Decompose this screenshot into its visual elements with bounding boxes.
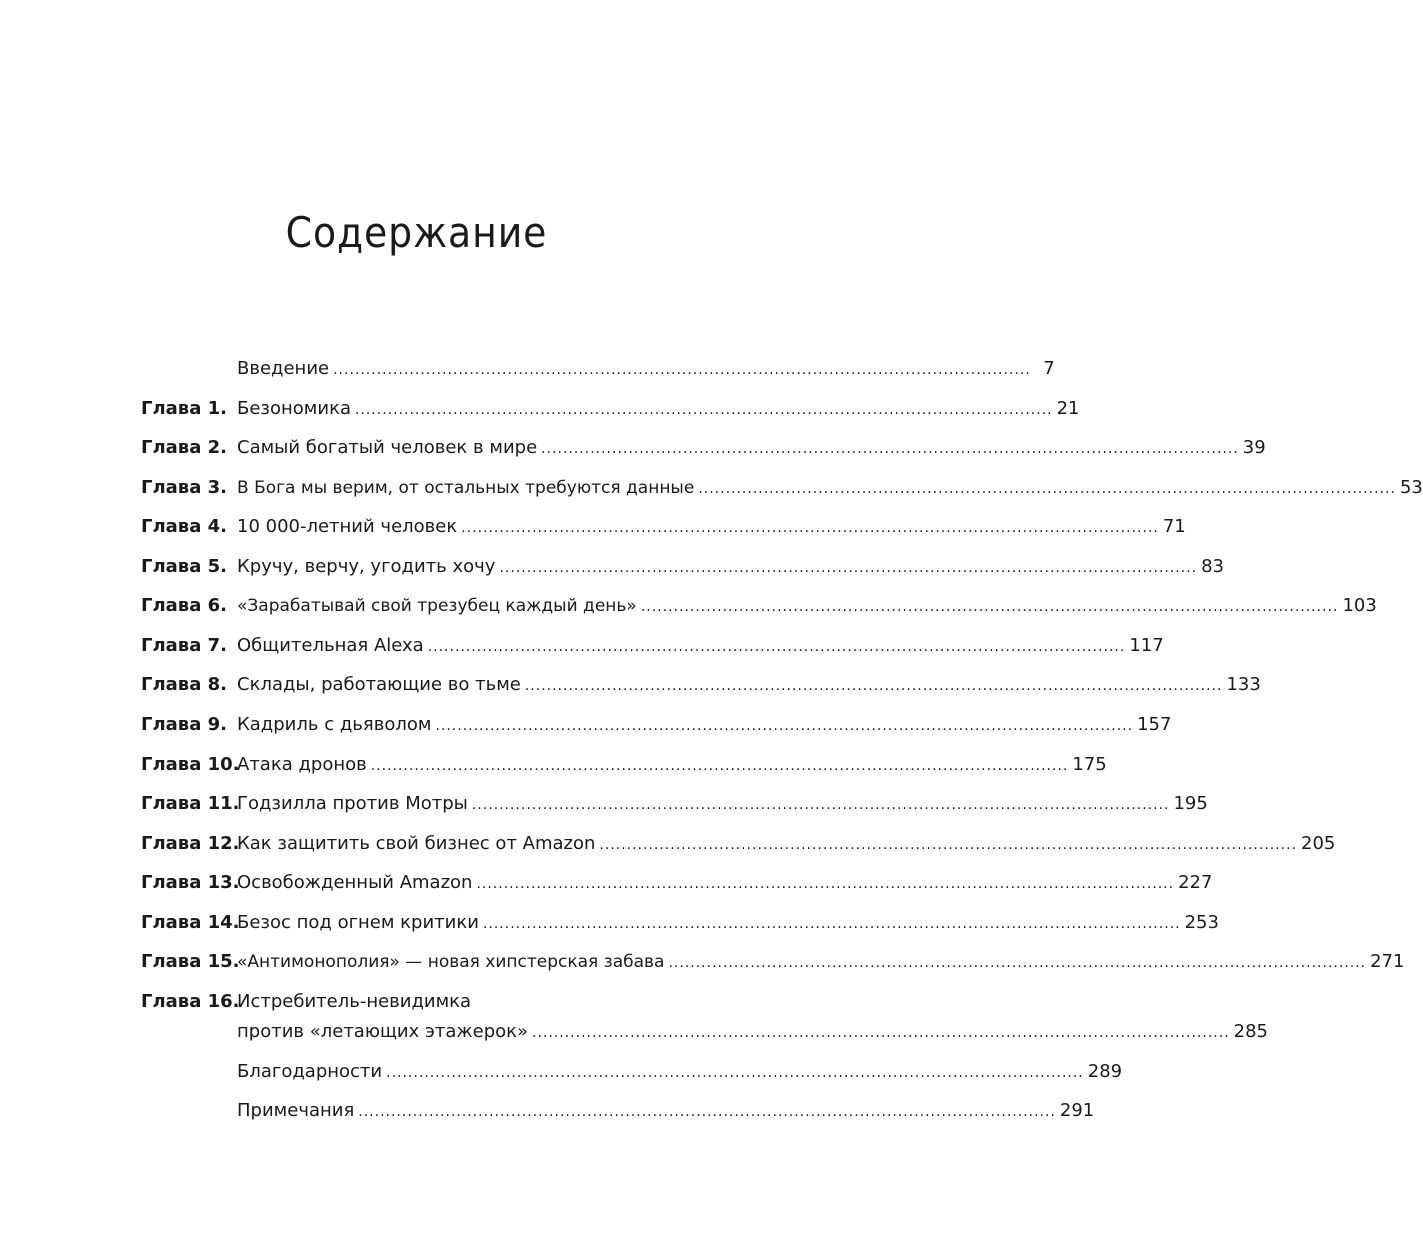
toc-page-number: 205 [1301,833,1336,854]
toc-entry-chapter-3[interactable] [0,474,1423,502]
leader-dots: ................................................................................................................................ [524,678,1223,694]
toc-page-number: 39 [1242,437,1266,458]
toc-page-number: 285 [1233,1021,1268,1042]
toc-entry-chapter-16[interactable] [0,988,833,1016]
toc-entry-title-line1: Истребитель-невидимка [237,991,472,1012]
toc-entry-line [237,790,1208,819]
leader-dots: ................................................................................................................................ [541,441,1239,457]
toc-chapter-label: Глава 11. [141,793,240,814]
toc-chapter-label: Глава 8. [141,674,227,695]
toc-entry-title: Общительная Alexa [237,635,424,656]
toc-entry-chapter-10[interactable] [0,751,1107,779]
leader-dots: ................................................................................................................................ [461,520,1159,536]
leader-dots: ................................................................................................................................ [427,639,1126,655]
toc-page-number: 195 [1173,793,1208,814]
toc-page-number: 227 [1178,872,1213,893]
page-title: Содержание [285,208,548,258]
toc-entry-title: Самый богатый человек в мире [237,437,538,458]
toc-entry-notes[interactable] [0,1097,1095,1125]
toc-entry-chapter-1[interactable] [0,395,1080,423]
leader-dots: ................................................................................................................................ [698,481,1396,497]
toc-entry-title: Освобожденный Amazon [237,872,473,893]
toc-chapter-label: Глава 13. [141,872,240,893]
leader-dots: ................................................................................................................................ [471,797,1170,813]
toc-entry-title: Кадриль с дьяволом [237,714,432,735]
toc-entry-title: Как защитить свой бизнес от Amazon [237,833,596,854]
toc-page-number: 253 [1184,912,1219,933]
toc-entry-title: Кручу, верчу, угодить хочу [237,556,496,577]
toc-page-number: 175 [1072,754,1107,775]
toc-page-number: 117 [1129,635,1164,656]
toc-entry-chapter-2[interactable] [0,434,1266,462]
toc-chapter-label: Глава 3. [141,477,227,498]
toc-entry-chapter-16-cont[interactable] [0,1018,1268,1046]
leader-dots: ................................................................................................................................ [333,362,1031,378]
toc-entry-line [237,1058,1123,1087]
toc-chapter-label: Глава 5. [141,556,227,577]
leader-dots: ................................................................................................................................ [358,1104,1056,1120]
toc-entry-title: Безос под огнем критики [237,912,479,933]
toc-chapter-label: Глава 6. [141,595,227,616]
toc-chapter-label: Глава 12. [141,833,240,854]
toc-entry-chapter-4[interactable] [0,513,1186,541]
toc-entry-line [237,711,1172,740]
toc-entry-line [237,434,1266,463]
leader-dots: ................................................................................................................................ [476,876,1175,892]
toc-entry-title: Благодарности [237,1061,383,1082]
toc-page-number: 7 [1043,358,1055,379]
toc-entry-line [237,395,1080,424]
leader-dots: ................................................................................................................................ [435,718,1134,734]
toc-chapter-label: Глава 9. [141,714,227,735]
toc-entry-title: В Бога мы верим, от остальных требуются данные [237,478,695,498]
toc-entry-line [237,355,1055,384]
toc-page-number: 133 [1226,674,1261,695]
toc-entry-line [237,869,1213,898]
toc-entry-acknowledgements[interactable] [0,1058,1123,1086]
leader-dots: ................................................................................................................................ [482,916,1181,932]
toc-entry-line [237,513,1186,542]
toc-entry-intro[interactable] [0,355,1055,383]
toc-entry-line [237,948,1405,977]
toc-entry-line [237,592,1377,621]
toc-chapter-label: Глава 16. [141,991,240,1012]
toc-entry-line [237,474,1423,503]
toc-chapter-label: Глава 10. [141,754,240,775]
toc-page-number: 291 [1059,1100,1095,1121]
toc-page-number: 21 [1056,398,1080,419]
toc-entry-title: Примечания [237,1100,355,1121]
toc-entry-chapter-14[interactable] [0,909,1219,937]
toc-entry-chapter-8[interactable] [0,671,1261,699]
toc-chapter-label: Глава 7. [141,635,227,656]
leader-dots: ................................................................................................................................ [370,758,1069,774]
toc-entry-title: «Зарабатывай свой трезубец каждый день» [237,596,637,616]
toc-entry-title: Введение [237,358,330,379]
leader-dots: ................................................................................................................................ [386,1065,1084,1081]
toc-entry-title: против «летающих этажерок» [237,1021,529,1042]
toc-entry-title: Склады, работающие во тьме [237,674,521,695]
leader-dots: ................................................................................................................................ [599,837,1298,853]
toc-chapter-label: Глава 14. [141,912,240,933]
leader-dots: ................................................................................................................................ [640,599,1339,615]
toc-entry-chapter-12[interactable] [0,830,1336,858]
toc-page-number: 289 [1087,1061,1123,1082]
leader-dots: ................................................................................................................................ [532,1025,1230,1041]
toc-entry-title: Атака дронов [237,754,367,775]
toc-entry-chapter-13[interactable] [0,869,1213,897]
toc-entry-line [237,1018,1268,1047]
toc-entry-line [237,909,1219,938]
toc-page-number: 71 [1162,516,1186,537]
toc-entry-chapter-6[interactable] [0,592,1377,620]
toc-entry-line [237,553,1224,582]
toc-chapter-label: Глава 4. [141,516,227,537]
toc-chapter-label: Глава 1. [141,398,227,419]
toc-page-number: 83 [1201,556,1224,577]
toc-entry-chapter-5[interactable] [0,553,1224,581]
leader-dots: ................................................................................................................................ [499,560,1198,576]
toc-entry-chapter-9[interactable] [0,711,1172,739]
toc-entry-line [237,751,1107,780]
toc-chapter-label: Глава 15. [141,951,240,972]
toc-entry-title: 10 000-летний человек [237,516,458,537]
toc-entry-line [237,830,1336,859]
toc-chapter-label: Глава 2. [141,437,227,458]
toc-page-number: 53 [1399,477,1423,498]
toc-entry-line [237,1097,1095,1126]
toc-entry-title: Годзилла против Мотры [237,793,468,814]
toc-entry-title: «Антимонополия» — новая хипстерская забава [237,952,665,972]
leader-dots: ................................................................................................................................ [354,402,1053,418]
toc-page-number: 103 [1342,595,1377,616]
toc-page-number: 157 [1137,714,1172,735]
toc-entry-chapter-11[interactable] [0,790,1208,818]
toc-entry-chapter-15[interactable] [0,948,1405,976]
toc-entry-title: Безономика [237,398,351,419]
toc-entry-line [237,632,1164,661]
leader-dots: ................................................................................................................................ [668,955,1367,971]
toc-page-number: 271 [1370,951,1405,972]
toc-entry-chapter-7[interactable] [0,632,1164,660]
toc-entry-line [237,671,1261,700]
